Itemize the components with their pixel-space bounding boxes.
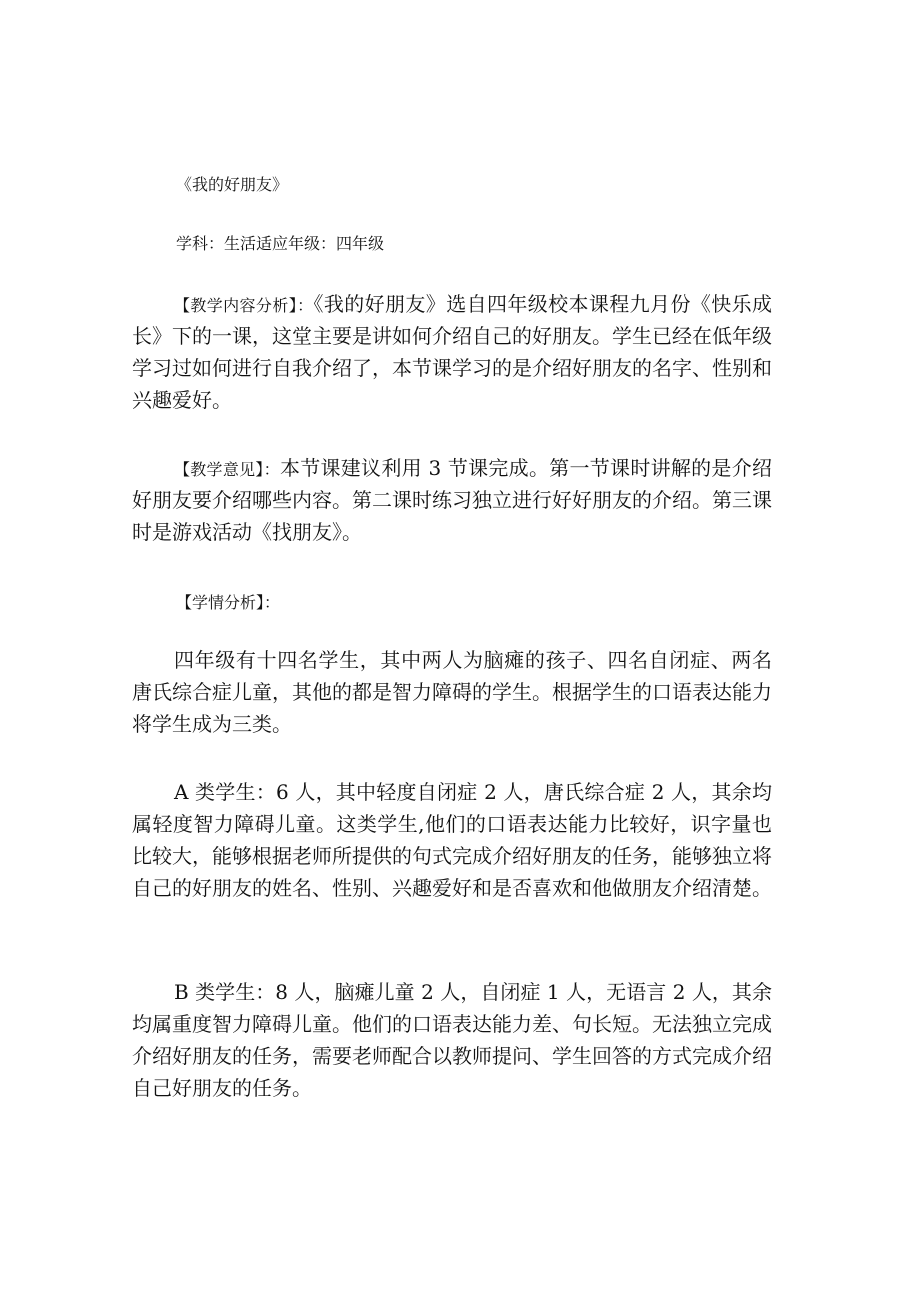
student-overview-paragraph: 四年级有十四名学生，其中两人为脑瘫的孩子、四名自闭症、两名唐氏综合症儿童，其他的都是智力障碍的学生。根据学生的口语表达能力将学生成为三类。 [132,648,772,736]
content-analysis-text: 《我的好朋友》选自四年级校本课程九月份《快乐成长》下的一课，这堂主要是讲如何介绍自己的好朋友。学生已经在低年级学习过如何进行自我介绍了，本节课学习的是介绍好朋友的名字、性别和兴趣爱好。 [132,292,772,412]
group-a-paragraph: A 类学生：6 人，其中轻度自闭症 2 人，唐氏综合症 2 人，其余均属轻度智力障碍儿童。这类学生,他们的口语表达能力比较好，识字量也比较大，能够根据老师所提供的句式完成介绍好朋友的任务，能够独立将自己的好朋友的姓名、性别、兴趣爱好和是否喜欢和他做朋友介绍清楚。 [132,780,772,900]
subject-grade-line: 学科：生活适应年级：四年级 [176,234,385,253]
content-analysis-heading: 【教学内容分析】： [174,296,314,315]
student-analysis-heading: 【学情分析】： [176,593,281,612]
teaching-advice-text: 本节课建议利用 3 节课完成。第一节课时讲解的是介绍好朋友要介绍哪些内容。第二课时练习独立进行好好朋友的介绍。第三课时是游戏活动《找朋友》。 [132,456,772,544]
document-title: 《我的好朋友》 [176,175,289,194]
group-b-paragraph: B 类学生：8 人，脑瘫儿童 2 人，自闭症 1 人，无语言 2 人，其余均属重度智力障碍儿童。他们的口语表达能力差、句长短。无法独立完成介绍好朋友的任务，需要老师配合以教师提问、学生回答的方式完成介绍自己好朋友的任务。 [132,980,772,1100]
teaching-advice-paragraph [132,452,772,548]
content-analysis-paragraph [132,288,772,416]
teaching-advice-heading: 【教学意见】： [174,460,280,479]
